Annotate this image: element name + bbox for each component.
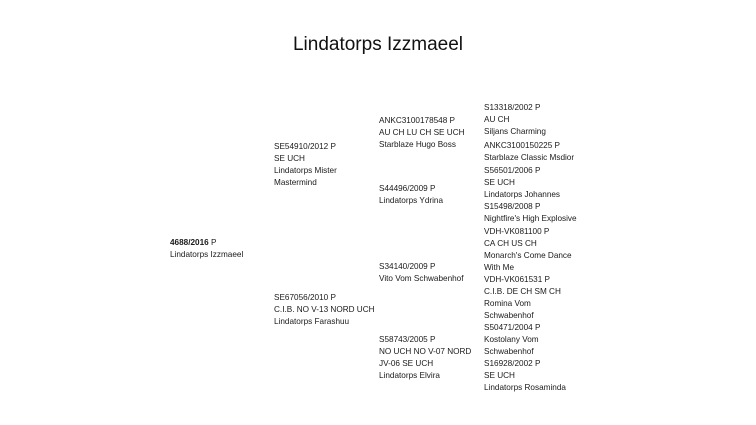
dam-sire-reg: S34140/2009 P (379, 262, 436, 271)
ggp-1-entry (484, 102, 546, 138)
ggp-6-name-cont: Schwabenhof (484, 311, 534, 320)
sire-dam-entry (379, 183, 443, 207)
ggp-8-title: SE UCH (484, 371, 515, 380)
sire-sire-title: AU CH LU CH SE UCH (379, 128, 465, 137)
ggp-5-entry (484, 226, 572, 274)
ggp-2-name: Starblaze Classic Msdior (484, 153, 575, 162)
ggp-1-name: Siljans Charming (484, 127, 546, 136)
ggp-8-name: Lindatorps Rosaminda (484, 383, 566, 392)
ggp-4-entry (484, 201, 577, 225)
ggp-4-name: Nightfire's High Explosive (484, 214, 577, 223)
ggp-3-reg: S56501/2006 P (484, 166, 541, 175)
dam-sire-name: Vito Vom Schwabenhof (379, 274, 464, 283)
ggp-7-reg: S50471/2004 P (484, 323, 541, 332)
ggp-6-name: Romina Vom (484, 299, 531, 308)
sire-sire-reg: ANKC3100178548 P (379, 116, 456, 125)
dam-dam-reg: S58743/2005 P (379, 335, 436, 344)
ggp-4-reg: S15498/2008 P (484, 202, 541, 211)
sire-entry (274, 141, 337, 189)
sire-sire-name: Starblaze Hugo Boss (379, 140, 456, 149)
sire-name-cont: Mastermind (274, 178, 317, 187)
ggp-3-entry (484, 165, 560, 201)
sire-dam-name: Lindatorps Ydrina (379, 196, 444, 205)
ggp-1-reg: S13318/2002 P (484, 103, 541, 112)
sire-reg: SE54910/2012 P (274, 142, 336, 151)
ggp-8-entry (484, 358, 566, 394)
ggp-3-title: SE UCH (484, 178, 515, 187)
dam-sire-entry (379, 261, 464, 285)
subject-entry (170, 237, 243, 261)
ggp-7-name-cont: Schwabenhof (484, 347, 534, 356)
dam-entry (274, 292, 375, 328)
ggp-5-title: CA CH US CH (484, 239, 537, 248)
ggp-3-name: Lindatorps Johannes (484, 190, 561, 199)
ggp-8-reg: S16928/2002 P (484, 359, 541, 368)
dam-dam-name: Lindatorps Elvira (379, 371, 440, 380)
sire-title: SE UCH (274, 154, 305, 163)
ggp-7-name: Kostolany Vom (484, 335, 539, 344)
sire-name: Lindatorps Mister (274, 166, 337, 175)
subject-sex: P (210, 238, 217, 247)
dam-reg: SE67056/2010 P (274, 293, 336, 302)
subject-name: Lindatorps Izzmaeel (170, 250, 244, 259)
dam-title: C.I.B. NO V-13 NORD UCH (274, 305, 375, 314)
ggp-6-entry (484, 274, 561, 322)
dam-dam-title: NO UCH NO V-07 NORD (379, 347, 472, 356)
ggp-5-reg: VDH-VK081100 P (484, 227, 550, 236)
ggp-7-entry (484, 322, 540, 358)
ggp-5-name-cont: With Me (484, 263, 515, 272)
ggp-6-reg: VDH-VK061531 P (484, 275, 550, 284)
dam-dam-title-cont: JV-06 SE UCH (379, 359, 434, 368)
sire-dam-reg: S44496/2009 P (379, 184, 436, 193)
page-title: Lindatorps Izzmaeel (292, 34, 464, 55)
ggp-5-name: Monarch's Come Dance (484, 251, 572, 260)
dam-name: Lindatorps Farashuu (274, 317, 350, 326)
ggp-6-title: C.I.B. DE CH SM CH (484, 287, 561, 296)
sire-sire-entry (379, 115, 465, 151)
subject-reg: 4688/2016 (170, 238, 209, 247)
ggp-1-title: AU CH (484, 115, 510, 124)
ggp-2-entry (484, 140, 574, 164)
ggp-2-reg: ANKC3100150225 P (484, 141, 561, 150)
dam-dam-entry (379, 334, 471, 382)
